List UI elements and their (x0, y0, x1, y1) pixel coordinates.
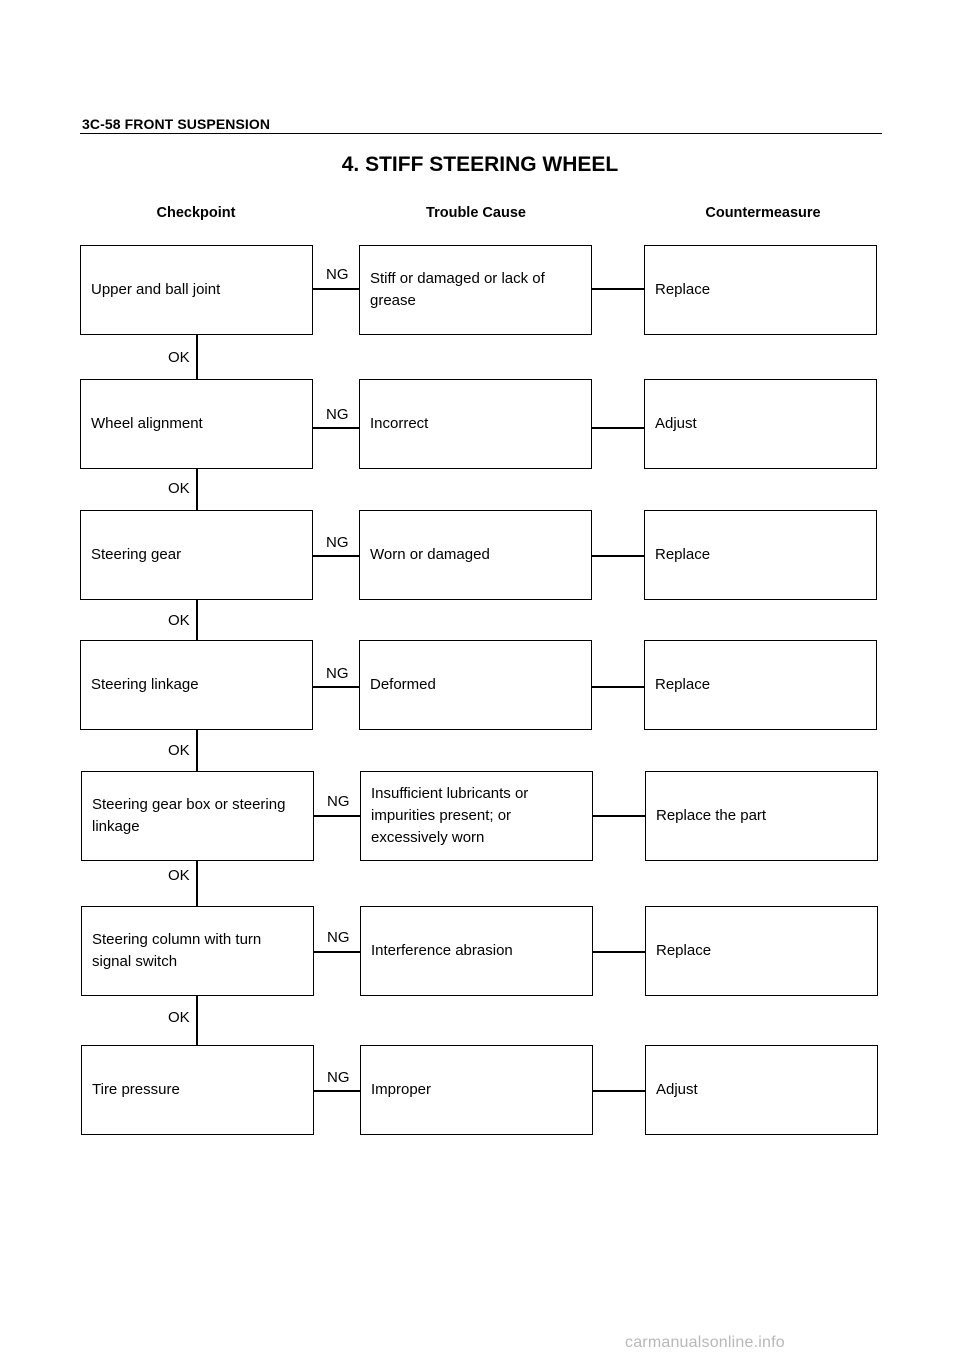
ok-connector (196, 996, 198, 1045)
section-header: 3C-58 FRONT SUSPENSION (82, 116, 271, 132)
ng-label: NG (326, 266, 349, 283)
countermeasure-text: Replace the part (656, 807, 767, 824)
trouble-cause-box (360, 906, 593, 996)
countermeasure-text: Replace (655, 676, 711, 693)
trouble-cause-box (359, 379, 592, 469)
checkpoint-box (80, 640, 313, 730)
ng-label: NG (326, 534, 349, 551)
measure-connector (592, 555, 644, 557)
ng-label: NG (327, 929, 350, 946)
page-title: 4. STIFF STEERING WHEEL (341, 153, 619, 176)
countermeasure-text: Replace (655, 281, 711, 298)
column-header-trouble-cause: Trouble Cause (426, 205, 526, 221)
ok-label: OK (168, 480, 190, 497)
trouble-cause-text: Insufficient lubricants or impurities present; or excessively worn (371, 785, 529, 846)
ng-connector (313, 427, 359, 429)
ok-connector (196, 600, 198, 640)
ng-label: NG (326, 406, 349, 423)
ok-connector (196, 469, 198, 510)
ok-label: OK (168, 1009, 190, 1026)
ng-connector (314, 951, 360, 953)
ng-label: NG (327, 793, 350, 810)
ng-label: NG (327, 1069, 350, 1086)
column-header-countermeasure: Countermeasure (705, 205, 821, 221)
checkpoint-text: Steering column with turn signal switch (92, 931, 262, 970)
trouble-cause-text: Incorrect (370, 415, 429, 432)
trouble-cause-box (359, 640, 592, 730)
ok-label: OK (168, 349, 190, 366)
checkpoint-box (81, 771, 314, 861)
countermeasure-box (645, 1045, 878, 1135)
ok-label: OK (168, 867, 190, 884)
trouble-cause-text: Deformed (370, 676, 436, 693)
ng-connector (313, 555, 359, 557)
countermeasure-box (645, 906, 878, 996)
ok-label: OK (168, 612, 190, 629)
ok-connector (196, 730, 198, 771)
ng-connector (313, 288, 359, 290)
countermeasure-box (644, 245, 877, 335)
countermeasure-text: Adjust (655, 415, 697, 432)
checkpoint-box (81, 906, 314, 996)
measure-connector (592, 427, 644, 429)
checkpoint-text: Steering gear box or steering linkage (92, 796, 286, 835)
trouble-cause-box (359, 510, 592, 600)
measure-connector (593, 951, 645, 953)
measure-connector (593, 1090, 645, 1092)
countermeasure-text: Replace (655, 546, 711, 563)
countermeasure-box (644, 640, 877, 730)
countermeasure-text: Replace (656, 942, 712, 959)
ok-label: OK (168, 742, 190, 759)
ok-connector (196, 335, 198, 379)
header-rule (80, 133, 882, 134)
trouble-cause-text: Improper (371, 1081, 432, 1098)
measure-connector (593, 815, 645, 817)
checkpoint-text: Steering linkage (91, 676, 199, 693)
measure-connector (592, 686, 644, 688)
ng-connector (314, 815, 360, 817)
checkpoint-box (81, 1045, 314, 1135)
trouble-cause-box (360, 771, 593, 861)
ng-label: NG (326, 665, 349, 682)
ok-connector (196, 861, 198, 906)
countermeasure-box (644, 510, 877, 600)
countermeasure-box (644, 379, 877, 469)
trouble-cause-text: Worn or damaged (370, 546, 490, 563)
trouble-cause-box (360, 1045, 593, 1135)
trouble-cause-text: Stiff or damaged or lack of grease (370, 270, 545, 309)
trouble-cause-text: Interference abrasion (371, 942, 513, 959)
checkpoint-text: Tire pressure (92, 1081, 180, 1098)
ng-connector (314, 1090, 360, 1092)
column-header-checkpoint: Checkpoint (156, 205, 236, 221)
checkpoint-box (80, 510, 313, 600)
measure-connector (592, 288, 644, 290)
countermeasure-text: Adjust (656, 1081, 698, 1098)
trouble-cause-box (359, 245, 592, 335)
checkpoint-box (80, 379, 313, 469)
ng-connector (313, 686, 359, 688)
countermeasure-box (645, 771, 878, 861)
checkpoint-box (80, 245, 313, 335)
watermark: carmanualsonline.info (625, 1334, 785, 1351)
checkpoint-text: Wheel alignment (91, 415, 203, 432)
checkpoint-text: Steering gear (91, 546, 182, 563)
checkpoint-text: Upper and ball joint (91, 281, 221, 298)
